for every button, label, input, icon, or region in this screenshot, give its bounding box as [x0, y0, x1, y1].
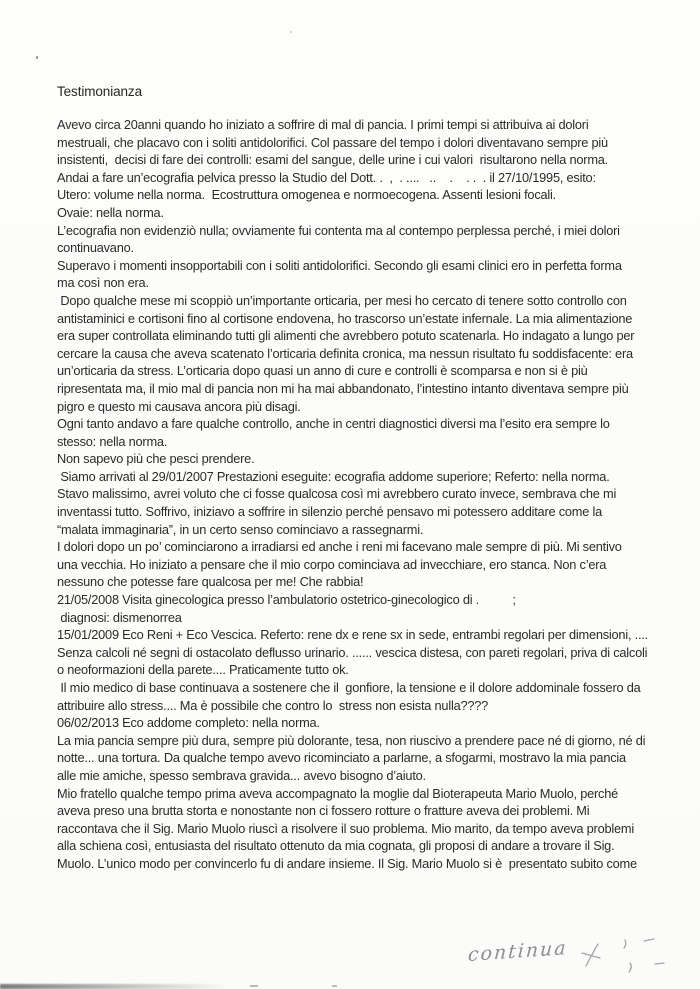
- text-line: ma così non era.: [57, 275, 149, 291]
- text-line: Superavo i momenti insopportabili con i soliti antidolorifici. Secondo gli esami clinici ero in perfetta forma: [57, 257, 622, 273]
- text-line: 15/01/2009 Eco Reni + Eco Vescica. Referto: rene dx e rene sx in sede, entrambi regolari per dimensioni, ....: [57, 627, 648, 643]
- text-line: mestruali, che placavo con i soliti antidolorifici. Col passare del tempo i dolori diventavano sempre più: [57, 134, 608, 150]
- body-text: [57, 116, 697, 873]
- text-line: era super controllata eliminando tutti gli alimenti che avrebbero potuto scatenarla. Ho indagato a lungo per: [57, 328, 635, 344]
- scan-edge-artifact: [250, 985, 258, 987]
- text-line: Andai a fare un’ecografia pelvica presso la Studio del Dott. . , . .... .. . . . . il 27/10/1995, esito:: [57, 169, 596, 185]
- text-line: Il mio medico di base continuava a sostenere che il gonfiore, la tensione e il dolore addominale fossero da: [57, 680, 641, 695]
- text-line: Stavo malissimo, avrei voluto che ci fosse qualcosa così mi avrebbero curato invece, sembrava che mi: [57, 486, 617, 502]
- scan-speck: [290, 31, 292, 33]
- text-line: alle mie amiche, spesso sembrava gravida... avevo bisogno d’aiuto.: [57, 767, 426, 783]
- text-line: attribuire allo stress.... Ma è possibile che contro lo stress non esista nulla????: [57, 697, 489, 713]
- text-line: notte... una tortura. Da qualche tempo avevo ricominciato a parlarne, a sfogarmi, mostravo la mia pancia: [57, 750, 626, 766]
- page-title: Testimonianza: [57, 84, 142, 99]
- text-line: 06/02/2013 Eco addome completo: nella norma.: [57, 715, 320, 731]
- text-line: ripresentata ma, il mio mal di pancia non mi ha mai abbandonato, l’intestino intanto diventava sempre più: [57, 380, 629, 396]
- text-line: La mia pancia sempre più dura, sempre più dolorante, tesa, non riuscivo a prendere pace né di giorno, né di: [57, 732, 646, 748]
- text-line: Mio fratello qualche tempo prima aveva accompagnato la moglie dal Bioterapeuta Mario Muolo, perché: [57, 785, 619, 801]
- text-line: nessuno che potesse fare qualcosa per me! Che rabbia!: [57, 574, 364, 590]
- text-line: Siamo arrivati al 29/01/2007 Prestazioni eseguite: ecografia addome superiore; Referto: nella norma.: [57, 468, 610, 484]
- text-line: stesso: nella norma.: [57, 433, 168, 449]
- scan-edge-artifact: [332, 985, 337, 987]
- text-line: Utero: volume nella norma. Ecostruttura omogenea e normoecogena. Assenti lesioni focali.: [57, 187, 556, 203]
- text-line: Senza calcoli né segni di ostacolato deflusso urinario. ...... vescica distesa, con pareti regolari, priva di calcoli: [57, 644, 648, 660]
- text-line: cercare la causa che aveva scatenato l’orticaria definita cronica, ma nessun risultato fu soddisfacente: era: [57, 345, 633, 361]
- text-line: “malata immaginaria”, in un certo senso cominciavo a rassegnarmi.: [57, 521, 424, 537]
- text-line: aveva preso una brutta storta e nonostante non ci fossero rotture o fratture aveva dei problemi. Mi: [57, 803, 590, 819]
- text-line: Avevo circa 20anni quando ho iniziato a soffrire di mal di pancia. I primi tempi si attribuiva ai dolori: [57, 117, 589, 132]
- text-line: inventassi tutto. Soffrivo, iniziavo a soffrire in silenzio perché pensavo mi potessero additare come la: [57, 504, 602, 520]
- text-line: pigro e questo mi causava ancora più disagi.: [57, 398, 301, 414]
- text-line: Dopo qualche mese mi scoppiò un’importante orticaria, per mesi ho cercato di tenere sotto controllo con: [57, 292, 627, 308]
- text-line: continuavano.: [57, 240, 134, 256]
- text-line: 21/05/2008 Visita ginecologica presso l’ambulatorio ostetrico-ginecologico di . ;: [57, 592, 516, 608]
- text-line: insistenti, decisi di fare dei controlli: esami del sangue, delle urine i cui valori risultarono nella norma.: [57, 152, 609, 168]
- text-line: Ogni tanto andavo a fare qualche controllo, anche in centri diagnostici diversi ma l’esito era sempre lo: [57, 416, 610, 432]
- text-line: raccontava che il Sig. Mario Muolo riuscì a risolvere il suo problema. Mio marito, da tempo aveva problemi: [57, 820, 634, 836]
- scribble-marks: [570, 932, 670, 980]
- text-line: Muolo. L’unico modo per convincerlo fu di andare insieme. Il Sig. Mario Muolo si è presentato subito come: [57, 855, 637, 871]
- text-line: I dolori dopo un po’ cominciarono a irradiarsi ed anche i reni mi facevano male sempre di più. Mi sentivo: [57, 539, 622, 555]
- text-line: alla schiena così, entusiasta del risultato ottenuto da mia cognata, gli proposi di andare a trovare il Sig.: [57, 838, 615, 854]
- text-line: L’ecografia non evidenziò nulla; ovviamente fui contenta ma al contempo perplessa perché, i miei dolori: [57, 222, 620, 238]
- text-line: Ovaie: nella norma.: [57, 204, 164, 220]
- text-line: o neoformazioni della parete.... Praticamente tutto ok.: [57, 662, 349, 678]
- text-line: un’orticaria da stress. L’orticaria dopo quasi un anno di cure e controlli è scomparsa e non si è più: [57, 363, 588, 379]
- text-line: una vecchia. Ho iniziato a pensare che il mio corpo cominciava ad invecchiare, ero stanca. Non c’era: [57, 556, 607, 572]
- scan-speck: [36, 56, 38, 59]
- text-line: diagnosi: dismenorrea: [57, 609, 182, 625]
- text-line: antistaminici e cortisoni fino al cortisone endovena, ho trascorso un’estate infernale. La mia alimentazione: [57, 310, 633, 326]
- scan-edge-artifact: [0, 984, 230, 989]
- handwritten-note: continua: [467, 936, 569, 967]
- text-line: Non sapevo più che pesci prendere.: [57, 451, 255, 467]
